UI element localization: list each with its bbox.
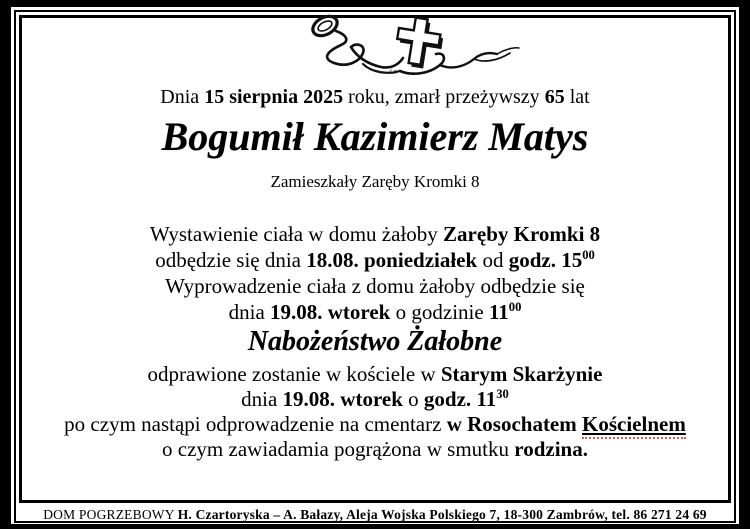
text-line [28,387,722,412]
text-segment: Starym Skarżynie [440,362,603,386]
text-segment: 19.08. wtorek [270,300,391,324]
text-line [28,221,722,247]
deceased-name: Bogumił Kazimierz Matys [161,114,589,159]
text-segment: po czym nastąpi odprowadzenie na cmentarz [64,412,447,436]
text-segment: Wyprowadzenie ciała z domu żałoby odbędzie się [165,274,585,298]
text-segment: godz. 15 [508,248,583,272]
text-segment: roku, zmarł przeżywszy [343,86,545,108]
text-segment: 65 [544,86,565,108]
text-segment: Wystawienie ciała w domu żałoby [149,222,444,246]
text-segment: o [402,387,424,411]
text-segment: DOM POGRZEBOWY [43,507,178,522]
text-segment: dnia [241,387,283,411]
banner-text: Ś.P. [389,70,398,76]
text-segment: 19.08. wtorek [282,387,403,411]
text-segment: Dnia [160,86,205,108]
text-segment: 00 [508,300,522,314]
text-line [28,437,722,462]
death-announcement-line [28,85,722,109]
text-line [28,273,722,299]
residence-line: Zamieszkały Zaręby Kromki 8 [270,172,480,191]
text-segment: rodzina. [514,437,588,461]
text-segment: Kościelnem [582,412,686,439]
text-segment: 18.08. poniedziałek [306,248,478,272]
cross-ribbon-ornament-icon [293,11,521,81]
funeral-home-footer [20,507,730,522]
text-segment: 30 [496,387,509,401]
text-segment: dnia [228,300,271,324]
text-segment: 11 [488,300,509,324]
text-segment: 15 sierpnia 2025 [204,86,344,108]
text-segment: lat [564,86,590,108]
text-line [28,362,722,387]
wake-details [28,221,722,325]
text-segment: o czym zawiadamia pogrążona w smutku [162,437,515,461]
text-segment: w Rosochatem [446,412,582,436]
service-details [28,362,722,462]
text-segment: odprawione zostanie w kościele w [147,362,441,386]
text-segment: Zaręby Kromki 8 [443,222,601,246]
text-segment: o godzinie [390,300,489,324]
text-line [28,247,722,273]
text-segment: godz. 11 [423,387,497,411]
text-line [28,299,722,325]
text-segment: H. Czartoryska – A. Bałazy, Aleja Wojska Polskiego 7, 18-300 Zambrów, tel. 86 271 24 69 [177,507,707,522]
text-line [28,412,722,437]
text-segment: od [477,248,509,272]
text-segment: 00 [582,248,595,262]
service-heading: Nabożeństwo Żałobne [247,326,503,357]
text-segment: odbędzie się dnia [155,248,307,272]
